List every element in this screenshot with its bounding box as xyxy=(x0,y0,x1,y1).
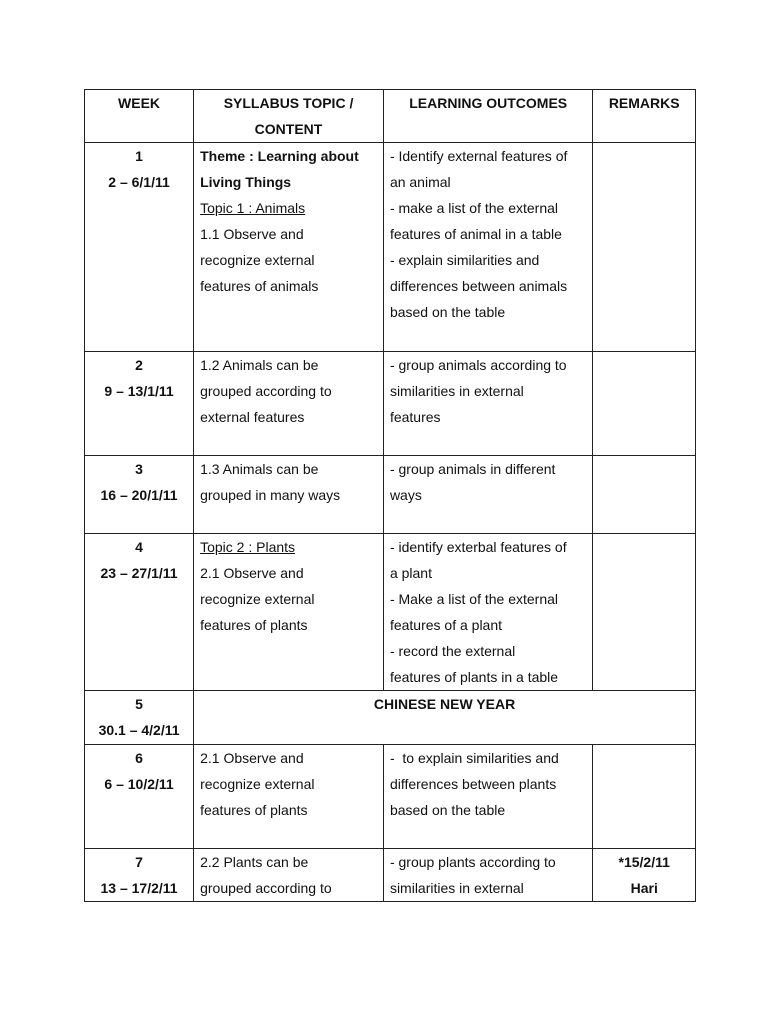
topic-line: recognize external xyxy=(200,776,315,792)
topic-line: grouped according to xyxy=(200,383,332,399)
week-dates: 13 – 17/2/11 xyxy=(100,880,178,896)
holiday-label: CHINESE NEW YEAR xyxy=(373,696,516,712)
week-dates: 23 – 27/1/11 xyxy=(100,565,178,581)
outcome-line: differences between animals xyxy=(389,278,568,294)
header-learning-outcomes: LEARNING OUTCOMES xyxy=(383,90,592,143)
topic-line: 1.3 Animals can be xyxy=(200,461,319,477)
week-number: 4 xyxy=(135,539,143,555)
week-number: 5 xyxy=(135,696,143,712)
outcome-line: - Identify external features of xyxy=(389,148,568,164)
learning-outcomes-cell xyxy=(383,534,592,691)
topic-line: 2.1 Observe and xyxy=(200,750,304,766)
week-cell xyxy=(85,143,194,352)
learning-outcomes-cell xyxy=(383,849,592,902)
header-week: WEEK xyxy=(85,90,194,143)
topic-line: external features xyxy=(200,409,305,425)
topic-line: features of plants xyxy=(200,617,308,633)
topic-line: 2.2 Plants can be xyxy=(200,854,309,870)
outcome-line: based on the table xyxy=(389,304,506,320)
week-cell xyxy=(85,691,194,745)
table-row xyxy=(85,456,696,534)
syllabus-table xyxy=(84,89,696,902)
remarks-cell xyxy=(593,849,696,902)
topic-line: grouped in many ways xyxy=(200,487,341,503)
remarks-line: Hari xyxy=(630,880,658,896)
outcome-line: differences between plants xyxy=(389,776,557,792)
week-cell xyxy=(85,849,194,902)
remarks-cell xyxy=(593,456,696,534)
week-dates: 30.1 – 4/2/11 xyxy=(98,722,180,738)
outcome-line: features of plants in a table xyxy=(389,669,559,685)
week-number: 6 xyxy=(135,750,143,766)
topic-line: Theme : Learning about xyxy=(200,148,359,164)
outcome-line: a plant xyxy=(389,565,432,581)
week-cell xyxy=(85,456,194,534)
topic-heading: Topic 1 : Animals xyxy=(200,200,306,216)
table-row xyxy=(85,143,696,352)
week-number: 1 xyxy=(135,148,143,164)
topic-line: grouped according to xyxy=(200,880,332,896)
outcome-line: - Make a list of the external xyxy=(389,591,559,607)
outcome-line: features of a plant xyxy=(389,617,503,633)
outcome-line: based on the table xyxy=(389,802,506,818)
topic-cell xyxy=(194,352,384,456)
topic-cell xyxy=(194,143,384,352)
header-remarks: REMARKS xyxy=(593,90,696,143)
week-number: 7 xyxy=(135,854,143,870)
holiday-cell xyxy=(194,691,696,745)
week-number: 2 xyxy=(135,357,143,373)
outcome-line: - to explain similarities and xyxy=(389,750,559,766)
remarks-cell xyxy=(593,745,696,849)
week-dates: 16 – 20/1/11 xyxy=(100,487,178,503)
outcome-line: - group plants according to xyxy=(389,854,556,870)
week-dates: 6 – 10/2/11 xyxy=(104,776,174,792)
outcome-line: similarities in external xyxy=(389,880,524,896)
table-row xyxy=(85,691,696,745)
topic-line: recognize external xyxy=(200,591,315,607)
week-cell xyxy=(85,352,194,456)
topic-heading: Topic 2 : Plants xyxy=(200,539,296,555)
outcome-line: features xyxy=(389,409,441,425)
outcome-line: similarities in external xyxy=(389,383,524,399)
learning-outcomes-cell xyxy=(383,352,592,456)
header-topic-line2: CONTENT xyxy=(254,121,323,137)
topic-line: 1.2 Animals can be xyxy=(200,357,319,373)
learning-outcomes-cell xyxy=(383,745,592,849)
learning-outcomes-cell xyxy=(383,456,592,534)
week-number: 3 xyxy=(135,461,143,477)
outcome-line: features of animal in a table xyxy=(389,226,562,242)
week-cell xyxy=(85,534,194,691)
topic-line: 2.1 Observe and xyxy=(200,565,304,581)
topic-cell xyxy=(194,849,384,902)
table-row xyxy=(85,534,696,691)
week-dates: 2 – 6/1/11 xyxy=(108,174,170,190)
topic-cell xyxy=(194,745,384,849)
header-topic-line1: SYLLABUS TOPIC / xyxy=(223,95,354,111)
topic-line: 1.1 Observe and xyxy=(200,226,304,242)
outcome-line: - identify exterbal features of xyxy=(389,539,567,555)
topic-line: recognize external xyxy=(200,252,315,268)
header-row xyxy=(85,90,696,143)
table-row xyxy=(85,352,696,456)
remarks-cell xyxy=(593,352,696,456)
outcome-line: - make a list of the external xyxy=(389,200,559,216)
remarks-cell xyxy=(593,534,696,691)
table-row xyxy=(85,745,696,849)
remarks-cell xyxy=(593,143,696,352)
week-dates: 9 – 13/1/11 xyxy=(104,383,174,399)
header-topic xyxy=(194,90,384,143)
learning-outcomes-cell xyxy=(383,143,592,352)
remarks-line: *15/2/11 xyxy=(618,854,670,870)
topic-line: features of animals xyxy=(200,278,319,294)
outcome-line: - record the external xyxy=(389,643,516,659)
topic-line: features of plants xyxy=(200,802,308,818)
topic-line: Living Things xyxy=(200,174,292,190)
outcome-line: ways xyxy=(389,487,422,503)
topic-cell xyxy=(194,534,384,691)
table-row xyxy=(85,849,696,902)
outcome-line: - group animals according to xyxy=(389,357,567,373)
outcome-line: an animal xyxy=(389,174,451,190)
topic-cell xyxy=(194,456,384,534)
week-cell xyxy=(85,745,194,849)
outcome-line: - explain similarities and xyxy=(389,252,540,268)
outcome-line: - group animals in different xyxy=(389,461,556,477)
